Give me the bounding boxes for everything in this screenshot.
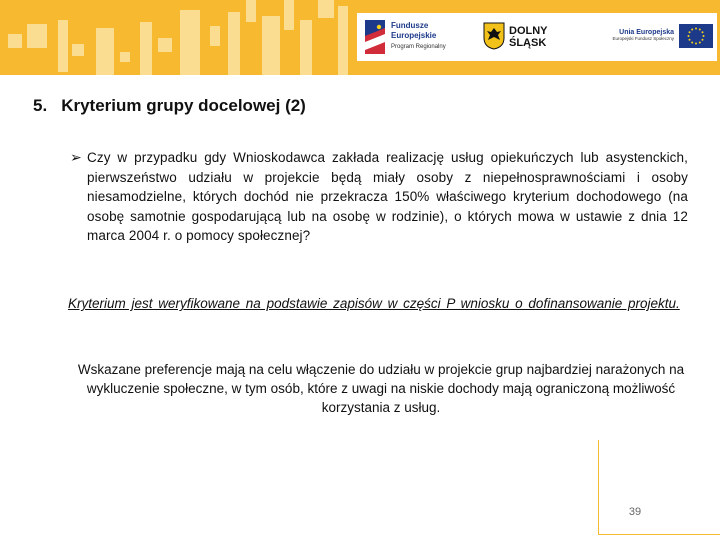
page-frame-vertical bbox=[598, 440, 599, 535]
decorative-square bbox=[96, 28, 114, 75]
page-frame-horizontal bbox=[598, 534, 720, 535]
eu-logo bbox=[589, 13, 714, 61]
decorative-square bbox=[58, 20, 68, 72]
decorative-square bbox=[120, 52, 130, 62]
fundusze-flag-icon bbox=[365, 20, 385, 54]
bullet-text: Czy w przypadku gdy Wnioskodawca zakłada realizację usług opiekuńczych lub asystenckich, pierwszeństwo udziału w projekcie będą miały osoby z niepełnosprawnościami i osoby niesamodzielne, których dochód nie przekracza 150% właściwego kryterium dochodowego (na osobę samotnie gospodarującą lub na osobę w rodzinie), o których mowa w ustawie z dnia 12 marca 2004 r. o pomocy społecznej? bbox=[87, 150, 688, 243]
decorative-square bbox=[210, 26, 220, 46]
dolny-slask-logo bbox=[481, 13, 571, 61]
fundusze-line3: Program Regionalny bbox=[391, 44, 446, 50]
decorative-square bbox=[158, 38, 172, 52]
decorative-square bbox=[228, 12, 240, 75]
header-banner bbox=[0, 0, 720, 75]
eu-flag-icon bbox=[679, 24, 713, 48]
slide-title bbox=[33, 96, 306, 116]
decorative-square bbox=[300, 20, 312, 75]
eu-line2: Europejski Fundusz Społeczny bbox=[612, 36, 674, 41]
decorative-square bbox=[180, 10, 200, 75]
fundusze-europejskie-logo bbox=[363, 13, 473, 61]
dolny-slask-line2: ŚLĄSK bbox=[509, 37, 547, 49]
page-number: 39 bbox=[628, 506, 642, 518]
decorative-square bbox=[318, 0, 334, 18]
dolny-slask-line1: DOLNY bbox=[509, 25, 548, 37]
decorative-square bbox=[72, 44, 84, 56]
criterion-text: Kryterium jest weryfikowane na podstawie zapisów w części P wniosku o dofinansowanie projektu. bbox=[68, 296, 680, 311]
fundusze-line1: Fundusze bbox=[391, 21, 429, 30]
decorative-square bbox=[27, 24, 47, 48]
decorative-square bbox=[140, 22, 152, 75]
logo-strip bbox=[357, 13, 717, 61]
slide-number: 5. bbox=[33, 96, 48, 115]
decorative-square bbox=[284, 0, 294, 30]
slide-title-text: Kryterium grupy docelowej (2) bbox=[61, 96, 306, 115]
arrow-bullet-icon: ➢ bbox=[70, 149, 82, 165]
fundusze-line2: Europejskie bbox=[391, 31, 437, 40]
decorative-square bbox=[8, 34, 22, 48]
eu-line1: Unia Europejska bbox=[619, 29, 674, 36]
eagle-crest-icon bbox=[483, 22, 505, 50]
decorative-square bbox=[246, 0, 256, 22]
decorative-square bbox=[262, 16, 280, 75]
decorative-square bbox=[338, 6, 348, 75]
note-text: Wskazane preferencje mają na celu włączenie do udziału w projekcie grup najbardziej narażonych na wykluczenie społeczne, w tym osób, które z uwagi na niskie dochody mają ograniczoną możliwość korzystania z usług. bbox=[77, 362, 685, 415]
